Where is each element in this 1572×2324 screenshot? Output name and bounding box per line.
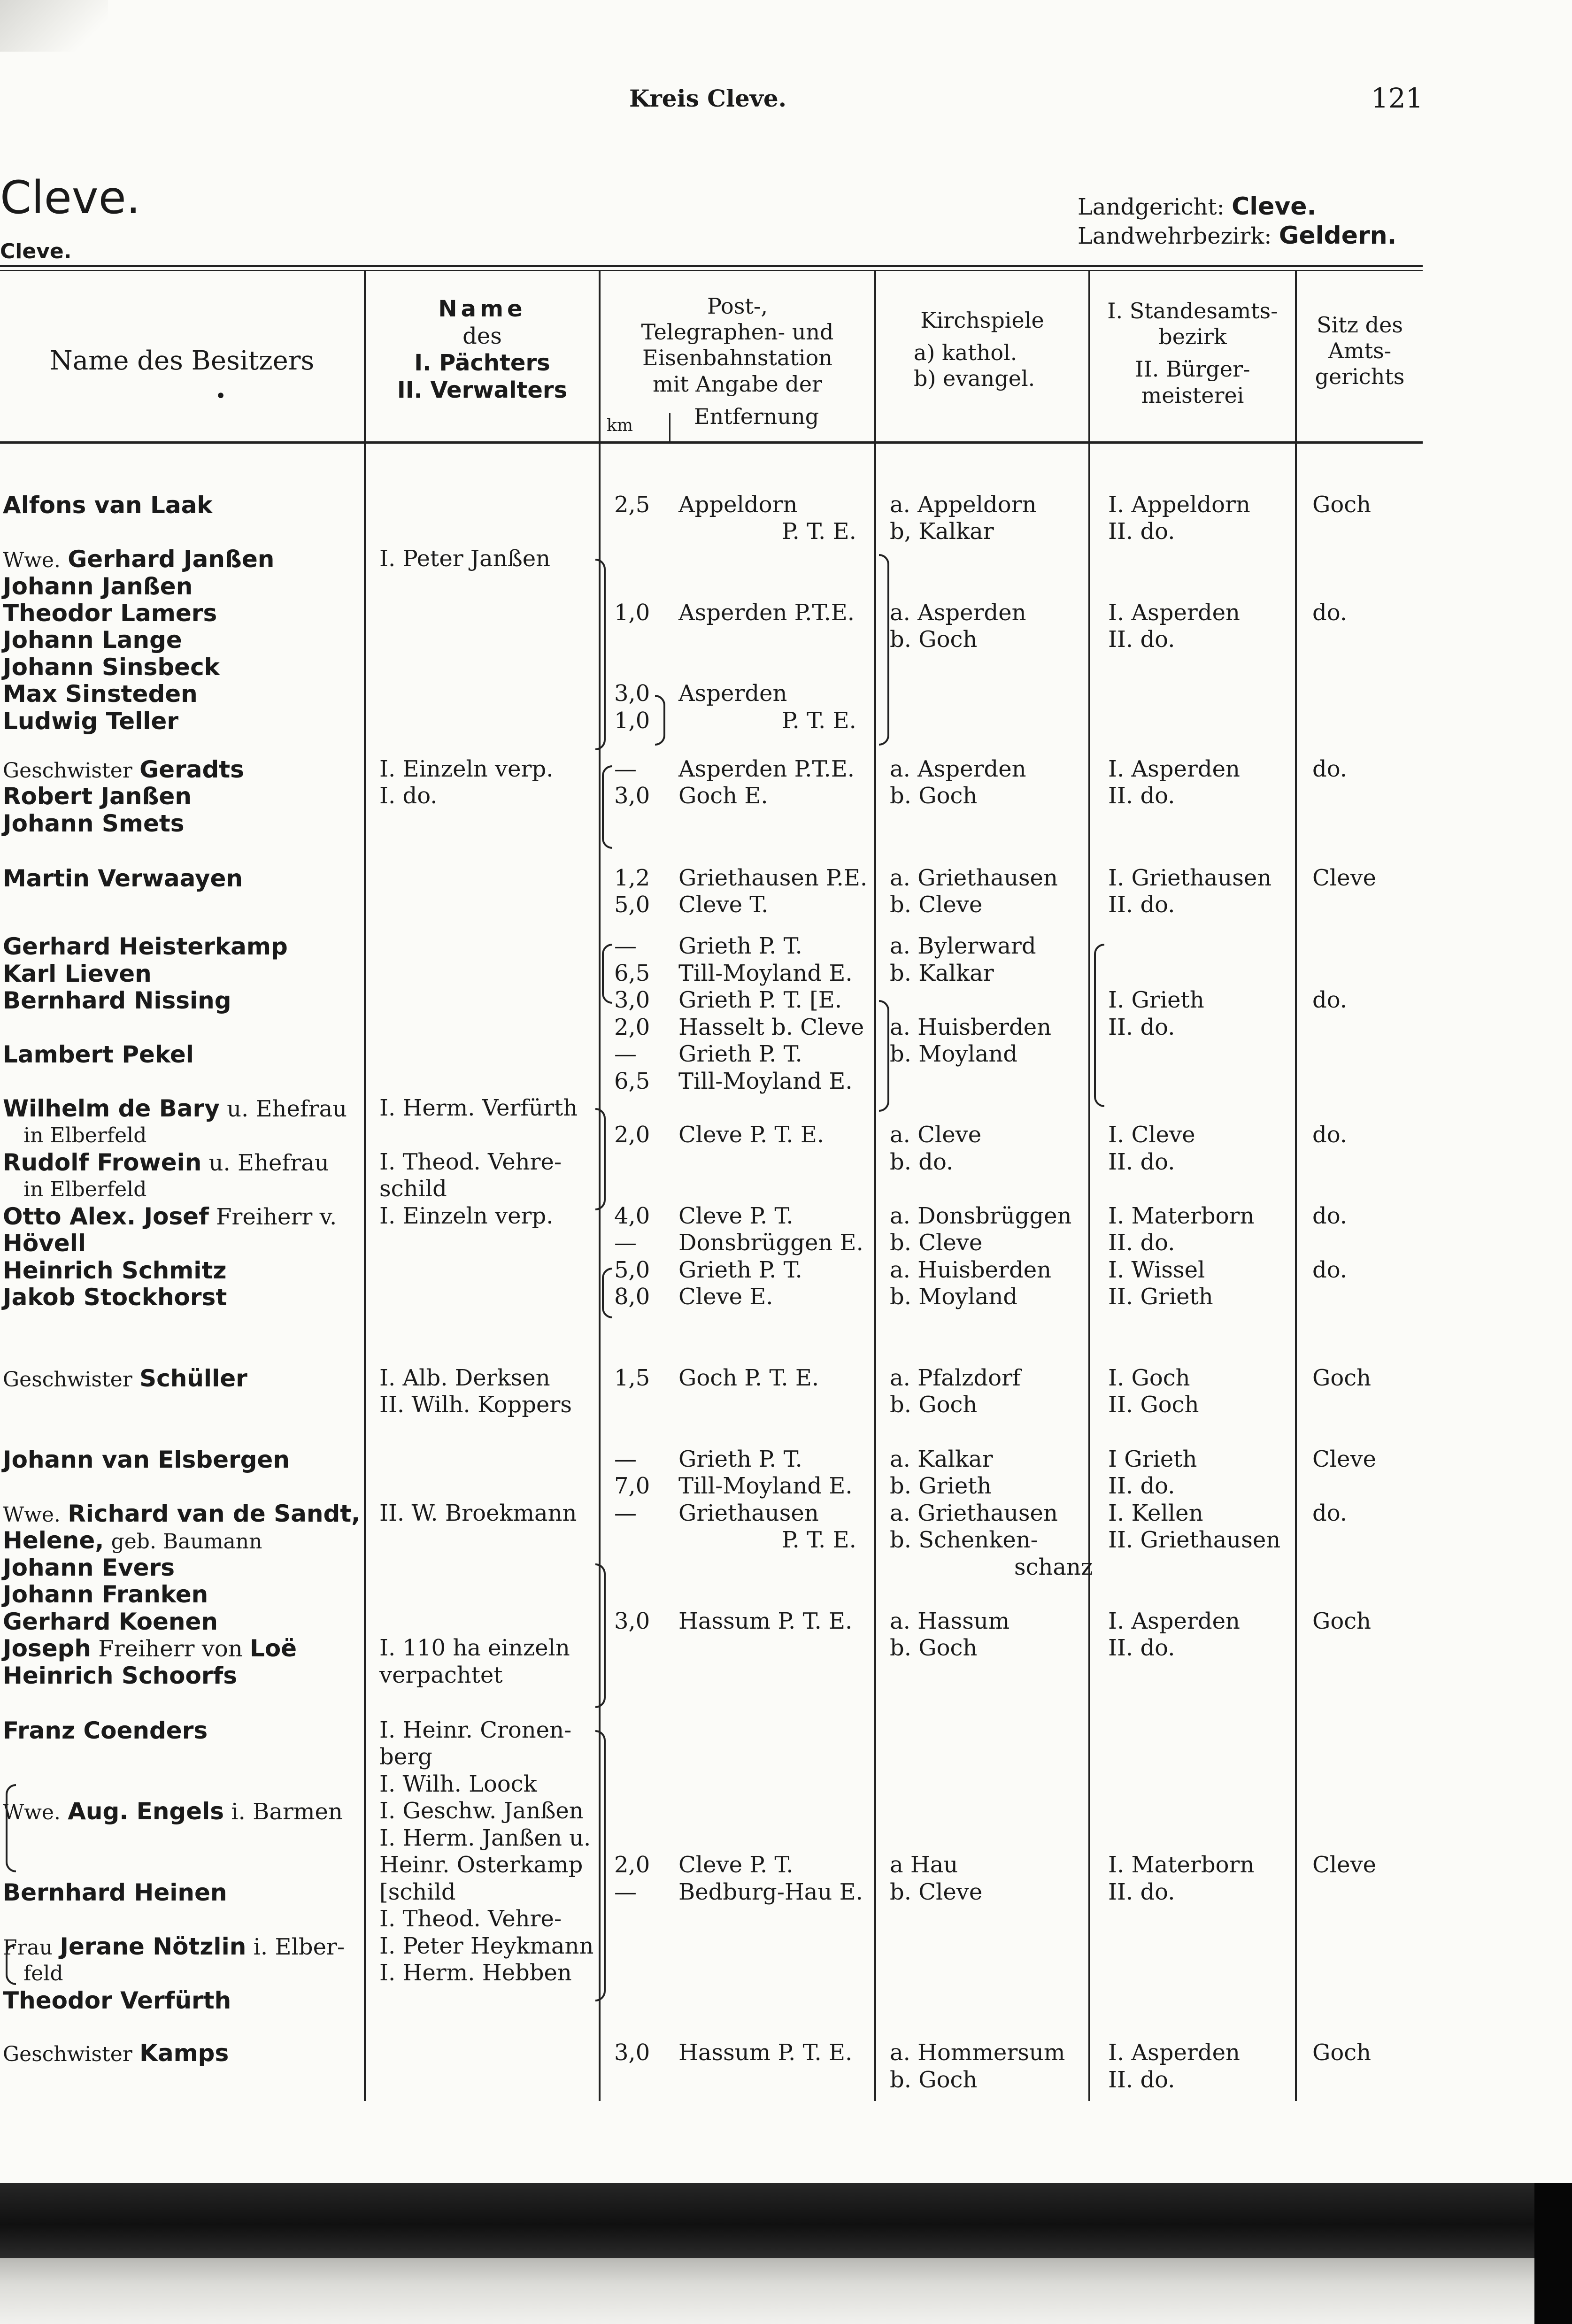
owner-name: Alfons van Laak bbox=[3, 492, 213, 519]
registry-name: I. Goch bbox=[1108, 1365, 1190, 1391]
station-name: Cleve E. bbox=[678, 1284, 773, 1310]
header-registry: I. Standesamts- bezirk II. Bürger- meisterei bbox=[1107, 298, 1278, 408]
brace bbox=[879, 554, 889, 746]
tenant-name: I. Peter Heykmann bbox=[379, 1933, 594, 1959]
column-divider bbox=[364, 270, 366, 2101]
registry-name: I. Materborn bbox=[1108, 1852, 1255, 1878]
station-name: Goch P. T. E. bbox=[678, 1365, 819, 1391]
court-seat: Goch bbox=[1312, 2039, 1372, 2066]
distance-km: 5,0 bbox=[614, 1257, 650, 1283]
station-name: Appeldorn bbox=[678, 492, 798, 518]
owner-name: in Elberfeld bbox=[23, 1177, 147, 1201]
court-seat: do. bbox=[1312, 1500, 1348, 1526]
tenant-name: I. Alb. Derksen bbox=[379, 1365, 550, 1391]
registry-name: II. do. bbox=[1108, 1635, 1175, 1661]
owner-name: Johann Janßen bbox=[3, 573, 193, 600]
parish-name: a. Cleve bbox=[890, 1122, 982, 1148]
tenant-name: Heinr. Osterkamp bbox=[379, 1852, 583, 1878]
owner-name: Johann Franken bbox=[3, 1581, 208, 1608]
owner-name: Franz Coenders bbox=[3, 1717, 208, 1744]
owner-name: Johann Sinsbeck bbox=[3, 654, 220, 681]
parish-name: b. Moyland bbox=[890, 1284, 1018, 1310]
station-name: Asperden P.T.E. bbox=[678, 600, 855, 626]
header-km: km bbox=[607, 416, 633, 435]
tenant-name: verpachtet bbox=[379, 1662, 503, 1688]
parish-name: b, Kalkar bbox=[890, 518, 994, 545]
owner-name: Theodor Verfürth bbox=[3, 1987, 231, 2014]
distance-km: 6,5 bbox=[614, 1068, 650, 1094]
station-name: Grieth P. T. bbox=[678, 933, 802, 959]
court-seat: do. bbox=[1312, 1257, 1348, 1283]
scan-edge-shadow bbox=[0, 2183, 1572, 2324]
owner-name: Johann van Elsbergen bbox=[3, 1446, 290, 1473]
owner-name: Rudolf Frowein u. Ehefrau bbox=[3, 1149, 329, 1176]
registry-name: II. do. bbox=[1108, 1149, 1175, 1175]
station-name: Cleve P. T. E. bbox=[678, 1122, 825, 1148]
registry-name: I Grieth bbox=[1108, 1446, 1197, 1472]
station-name: Grieth P. T. bbox=[678, 1257, 802, 1283]
tenant-name: I. Heinr. Cronen- bbox=[379, 1717, 572, 1743]
defense-line: Landwehrbezirk: Geldern. bbox=[1078, 222, 1397, 250]
distance-km: 1,5 bbox=[614, 1365, 650, 1391]
header-owner-mark: • bbox=[215, 385, 226, 407]
header-tenant: Name des I. Pächters II. Verwalters bbox=[397, 296, 568, 403]
registry-name: II. Grieth bbox=[1108, 1284, 1213, 1310]
registry-name: II. do. bbox=[1108, 518, 1175, 545]
tenant-name: I. Geschw. Janßen bbox=[379, 1798, 584, 1824]
column-divider bbox=[1088, 270, 1090, 2101]
parish-name: b. Goch bbox=[890, 2067, 978, 2093]
tenant-name: I. Herm. Verfürth bbox=[379, 1095, 578, 1121]
page-number: 121 bbox=[1371, 82, 1423, 114]
station-name: Hassum P. T. E. bbox=[678, 1608, 853, 1634]
registry-name: I. Kellen bbox=[1108, 1500, 1203, 1526]
station-name: Hassum P. T. E. bbox=[678, 2039, 853, 2066]
court-seat: do. bbox=[1312, 756, 1348, 782]
owner-name: Geschwister Kamps bbox=[3, 2039, 229, 2067]
station-name: P. T. E. bbox=[782, 518, 856, 545]
owner-name: Joseph Freiherr von Loë bbox=[3, 1635, 297, 1662]
registry-name: I. Asperden bbox=[1108, 756, 1240, 782]
owner-name: Lambert Pekel bbox=[3, 1041, 194, 1068]
owner-name: Johann Evers bbox=[3, 1554, 175, 1581]
station-name: Hasselt b. Cleve bbox=[678, 1014, 864, 1040]
station-name: Grieth P. T. bbox=[678, 1041, 802, 1067]
owner-name: Hövell bbox=[3, 1230, 86, 1257]
registry-name: II. do. bbox=[1108, 1473, 1175, 1499]
court-seat: do. bbox=[1312, 987, 1348, 1013]
station-name: Grieth P. T. bbox=[678, 1446, 802, 1472]
km-divider bbox=[669, 413, 670, 441]
section-subtitle: Cleve. bbox=[0, 239, 72, 263]
station-name: Cleve P. T. bbox=[678, 1852, 794, 1878]
distance-km: — bbox=[614, 1041, 637, 1067]
distance-km: 3,0 bbox=[614, 1608, 650, 1634]
tenant-name: [schild bbox=[379, 1879, 456, 1905]
distance-km: 2,0 bbox=[614, 1122, 650, 1148]
registry-name: II. Griethausen bbox=[1108, 1527, 1281, 1553]
station-name: Donsbrüggen E. bbox=[678, 1230, 863, 1256]
brace bbox=[602, 1268, 612, 1318]
parish-name: a. Huisberden bbox=[890, 1257, 1052, 1283]
parish-name: a. Griethausen bbox=[890, 865, 1058, 891]
parish-name: a. Hommersum bbox=[890, 2039, 1065, 2066]
registry-name: I. Grieth bbox=[1108, 987, 1204, 1013]
column-divider bbox=[1295, 270, 1297, 2101]
court-line: Landgericht: Cleve. bbox=[1078, 192, 1317, 221]
parish-name: b. Cleve bbox=[890, 892, 983, 918]
registry-name: I. Cleve bbox=[1108, 1122, 1195, 1148]
station-name: Griethausen bbox=[678, 1500, 819, 1526]
distance-km: 1,0 bbox=[614, 600, 650, 626]
distance-km: — bbox=[614, 1879, 637, 1905]
station-name: Goch E. bbox=[678, 783, 768, 809]
distance-km: 1,2 bbox=[614, 865, 650, 891]
distance-km: 3,0 bbox=[614, 783, 650, 809]
parish-name: b. do. bbox=[890, 1149, 954, 1175]
brace bbox=[6, 1944, 16, 1985]
court-seat: Goch bbox=[1312, 1365, 1372, 1391]
court-seat: Goch bbox=[1312, 492, 1372, 518]
owner-name: Gerhard Heisterkamp bbox=[3, 933, 288, 960]
column-divider bbox=[874, 270, 876, 2101]
brace bbox=[595, 559, 606, 750]
parish-name: b. Schenken- bbox=[890, 1527, 1038, 1553]
station-name: Till-Moyland E. bbox=[678, 1473, 853, 1499]
distance-km: 1,0 bbox=[614, 708, 650, 734]
registry-name: II. do. bbox=[1108, 626, 1175, 653]
tenant-name: II. W. Broekmann bbox=[379, 1500, 577, 1526]
station-name: Till-Moyland E. bbox=[678, 960, 853, 986]
parish-name: b. Kalkar bbox=[890, 960, 994, 986]
court-seat: Cleve bbox=[1312, 865, 1377, 891]
station-name: Bedburg-Hau E. bbox=[678, 1879, 863, 1905]
brace bbox=[595, 1563, 606, 1708]
owner-name: Ludwig Teller bbox=[3, 708, 178, 735]
distance-km: 4,0 bbox=[614, 1203, 650, 1229]
station-name: Griethausen P.E. bbox=[678, 865, 868, 891]
parish-name: b. Cleve bbox=[890, 1879, 983, 1905]
distance-km: 7,0 bbox=[614, 1473, 650, 1499]
owner-name: Geschwister Schüller bbox=[3, 1365, 247, 1392]
owner-name: Robert Janßen bbox=[3, 783, 192, 810]
header-station: Post-, Telegraphen- und Eisenbahnstation mit Angabe der bbox=[641, 293, 834, 397]
tenant-name: I. Herm. Janßen u. bbox=[379, 1825, 591, 1851]
registry-name: II. do. bbox=[1108, 1014, 1175, 1040]
parish-name: b. Goch bbox=[890, 1635, 978, 1661]
owner-name: Max Sinsteden bbox=[3, 680, 198, 708]
owner-name: Heinrich Schmitz bbox=[3, 1257, 227, 1284]
registry-name: I. Wissel bbox=[1108, 1257, 1205, 1283]
parish-name: schanz bbox=[1014, 1554, 1093, 1580]
brace bbox=[595, 1108, 606, 1210]
brace bbox=[1094, 944, 1104, 1107]
registry-name: I. Griethausen bbox=[1108, 865, 1272, 891]
running-title: Kreis Cleve. bbox=[629, 85, 787, 112]
section-title: Cleve. bbox=[0, 171, 141, 224]
owner-name: Wilhelm de Bary u. Ehefrau bbox=[3, 1095, 347, 1122]
parish-name: a. Appeldorn bbox=[890, 492, 1037, 518]
parish-name: a. Bylerward bbox=[890, 933, 1036, 959]
owner-name: Helene, geb. Baumann bbox=[3, 1527, 262, 1554]
registry-name: II. do. bbox=[1108, 892, 1175, 918]
station-name: Cleve T. bbox=[678, 892, 769, 918]
distance-km: 2,5 bbox=[614, 492, 650, 518]
parish-name: a. Griethausen bbox=[890, 1500, 1058, 1526]
tenant-name: I. Theod. Vehre- bbox=[379, 1906, 562, 1932]
station-name: Till-Moyland E. bbox=[678, 1068, 853, 1094]
tenant-name: I. Einzeln verp. bbox=[379, 756, 554, 782]
tenant-name: II. Wilh. Koppers bbox=[379, 1392, 572, 1418]
owner-name: Bernhard Heinen bbox=[3, 1879, 227, 1906]
distance-km: — bbox=[614, 1230, 637, 1256]
owner-name: Wwe. Richard van de Sandt, bbox=[3, 1500, 361, 1527]
distance-km: 2,0 bbox=[614, 1014, 650, 1040]
owner-name: Wwe. Aug. Engels i. Barmen bbox=[3, 1798, 343, 1825]
registry-name: I. Asperden bbox=[1108, 1608, 1240, 1634]
parish-name: b. Grieth bbox=[890, 1473, 992, 1499]
parish-name: b. Goch bbox=[890, 783, 978, 809]
brace bbox=[6, 1784, 16, 1872]
court-seat: do. bbox=[1312, 600, 1348, 626]
parish-name: b. Cleve bbox=[890, 1230, 983, 1256]
parish-name: a. Asperden bbox=[890, 600, 1026, 626]
scan-corner-shadow bbox=[0, 0, 108, 52]
parish-name: b. Goch bbox=[890, 626, 978, 653]
distance-km: 8,0 bbox=[614, 1284, 650, 1310]
station-name: P. T. E. bbox=[782, 1527, 856, 1553]
owner-name: Johann Smets bbox=[3, 810, 185, 837]
parish-name: b. Moyland bbox=[890, 1041, 1018, 1067]
table-top-rule-thin bbox=[0, 270, 1423, 271]
header-court: Sitz des Amts- gerichts bbox=[1315, 312, 1405, 390]
owner-name: feld bbox=[23, 1962, 63, 1985]
header-owner: Name des Besitzers bbox=[49, 346, 315, 376]
header-parish: Kirchspiele a) kathol. b) evangel. bbox=[914, 308, 1044, 392]
court-seat: Cleve bbox=[1312, 1446, 1377, 1472]
parish-name: a. Kalkar bbox=[890, 1446, 993, 1472]
distance-km: — bbox=[614, 1446, 637, 1472]
registry-name: I. Asperden bbox=[1108, 2039, 1240, 2066]
registry-name: I. Materborn bbox=[1108, 1203, 1255, 1229]
owner-name: Johann Lange bbox=[3, 626, 182, 654]
parish-name: a. Huisberden bbox=[890, 1014, 1052, 1040]
registry-name: I. Asperden bbox=[1108, 600, 1240, 626]
station-name: Asperden bbox=[678, 680, 787, 707]
owner-name: Martin Verwaayen bbox=[3, 865, 243, 892]
registry-name: I. Appeldorn bbox=[1108, 492, 1250, 518]
brace bbox=[879, 1000, 889, 1112]
owner-name: in Elberfeld bbox=[23, 1124, 147, 1147]
tenant-name: I. Peter Janßen bbox=[379, 546, 551, 572]
tenant-name: schild bbox=[379, 1176, 447, 1202]
distance-km: — bbox=[614, 1500, 637, 1526]
brace bbox=[602, 944, 612, 1004]
registry-name: II. Goch bbox=[1108, 1392, 1199, 1418]
parish-name: a. Hassum bbox=[890, 1608, 1010, 1634]
distance-km: — bbox=[614, 756, 637, 782]
owner-name: Otto Alex. Josef Freiherr v. bbox=[3, 1203, 337, 1230]
parish-name: a Hau bbox=[890, 1852, 958, 1878]
court-seat: do. bbox=[1312, 1122, 1348, 1148]
registry-name: II. do. bbox=[1108, 2067, 1175, 2093]
header-bottom-rule bbox=[0, 441, 1423, 444]
tenant-name: I. Theod. Vehre- bbox=[379, 1149, 562, 1175]
table-top-rule bbox=[0, 265, 1423, 267]
station-name: Grieth P. T. [E. bbox=[678, 987, 842, 1013]
parish-name: a. Asperden bbox=[890, 756, 1026, 782]
parish-name: b. Goch bbox=[890, 1392, 978, 1418]
court-seat: do. bbox=[1312, 1203, 1348, 1229]
header-distance: Entfernung bbox=[694, 404, 819, 429]
brace bbox=[595, 1730, 606, 2001]
distance-km: 3,0 bbox=[614, 987, 650, 1013]
distance-km: — bbox=[614, 933, 637, 959]
distance-km: 5,0 bbox=[614, 892, 650, 918]
parish-name: a. Pfalzdorf bbox=[890, 1365, 1021, 1391]
owner-name: Karl Lieven bbox=[3, 960, 152, 987]
owner-name: Frau Jerane Nötzlin i. Elber- bbox=[3, 1933, 345, 1960]
distance-km: 3,0 bbox=[614, 680, 650, 707]
owner-name: Wwe. Gerhard Janßen bbox=[3, 546, 275, 573]
owner-name: Gerhard Koenen bbox=[3, 1608, 218, 1635]
court-seat: Cleve bbox=[1312, 1852, 1377, 1878]
owner-name: Theodor Lamers bbox=[3, 600, 217, 627]
owner-name: Geschwister Geradts bbox=[3, 756, 244, 783]
tenant-name: I. Wilh. Loock bbox=[379, 1771, 537, 1797]
tenant-name: I. Herm. Hebben bbox=[379, 1960, 572, 1986]
station-name: Asperden P.T.E. bbox=[678, 756, 855, 782]
station-name: P. T. E. bbox=[782, 708, 856, 734]
court-seat: Goch bbox=[1312, 1608, 1372, 1634]
registry-name: II. do. bbox=[1108, 1879, 1175, 1905]
owner-name: Jakob Stockhorst bbox=[3, 1284, 227, 1311]
owner-name: Bernhard Nissing bbox=[3, 987, 231, 1014]
tenant-name: I. Einzeln verp. bbox=[379, 1203, 554, 1229]
tenant-name: I. do. bbox=[379, 783, 438, 809]
station-name: Cleve P. T. bbox=[678, 1203, 794, 1229]
tenant-name: berg bbox=[379, 1744, 432, 1770]
distance-km: 3,0 bbox=[614, 2039, 650, 2066]
distance-km: 6,5 bbox=[614, 960, 650, 986]
parish-name: a. Donsbrüggen bbox=[890, 1203, 1072, 1229]
registry-name: II. do. bbox=[1108, 1230, 1175, 1256]
tenant-name: I. 110 ha einzeln bbox=[379, 1635, 570, 1661]
registry-name: II. do. bbox=[1108, 783, 1175, 809]
brace bbox=[602, 765, 612, 849]
owner-name: Heinrich Schoorfs bbox=[3, 1662, 238, 1689]
brace bbox=[655, 695, 665, 746]
distance-km: 2,0 bbox=[614, 1852, 650, 1878]
